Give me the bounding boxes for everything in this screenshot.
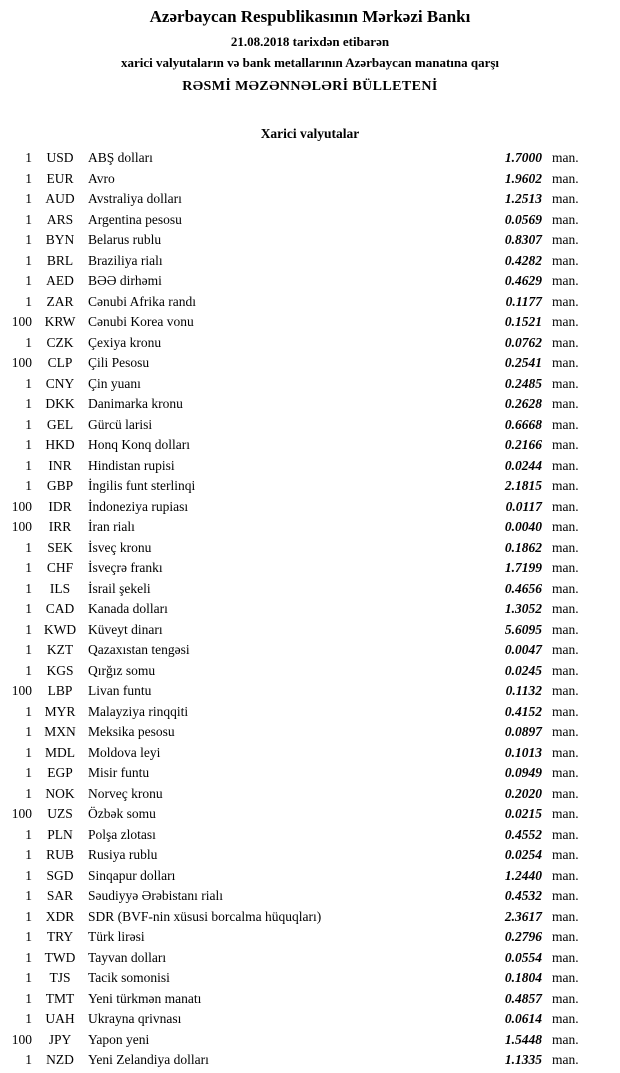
- currency-code: UZS: [47, 806, 73, 821]
- currency-name: Hindistan rupisi: [88, 457, 175, 473]
- currency-quantity: 1: [25, 662, 32, 678]
- rate-row: [0, 599, 620, 620]
- unit-label: man.: [552, 642, 579, 657]
- currency-code: KWD: [43, 621, 77, 637]
- rate-value: 1.5448: [504, 1031, 542, 1047]
- rate-value: 1.2440: [504, 867, 542, 883]
- currency-quantity: 1: [25, 170, 32, 186]
- currency-code: BYN: [45, 232, 75, 247]
- rate-value: 0.4656: [504, 580, 542, 596]
- rate-value: 0.0762: [504, 334, 542, 350]
- rate-value: 0.2628: [504, 396, 542, 411]
- currency-name: Argentina pesosu: [88, 211, 182, 227]
- currency-code: CLP: [47, 355, 73, 370]
- rate-value: 0.0245: [504, 662, 542, 678]
- rate-row: [0, 804, 620, 825]
- currency-name: Rusiya rublu: [88, 847, 158, 862]
- currency-quantity: 1: [25, 826, 32, 842]
- currency-code: CHF: [46, 560, 74, 575]
- currency-quantity: 1: [25, 929, 32, 944]
- currency-code: TMT: [45, 990, 75, 1006]
- currency-quantity: 1: [25, 744, 32, 760]
- currency-quantity: 100: [11, 683, 32, 698]
- rate-row: [0, 866, 620, 887]
- rate-value: 1.3052: [504, 601, 542, 616]
- rate-value: 1.7199: [504, 560, 542, 575]
- currency-name: Qırğız somu: [88, 662, 156, 678]
- currency-name: Avro: [88, 170, 115, 186]
- currency-code: MYR: [44, 703, 76, 719]
- currency-code: CNY: [45, 375, 75, 391]
- rate-row: [0, 989, 620, 1010]
- currency-name: İran rialı: [88, 519, 135, 534]
- currency-quantity: 1: [25, 293, 32, 309]
- unit-label: man.: [552, 703, 579, 719]
- currency-quantity: 1: [25, 252, 32, 268]
- currency-code: SAR: [46, 888, 74, 903]
- unit-label: man.: [552, 437, 579, 452]
- currency-code: XDR: [45, 908, 75, 924]
- rate-value: 0.1521: [504, 314, 542, 329]
- rate-row: [0, 538, 620, 559]
- currency-name: Türk lirəsi: [88, 929, 145, 944]
- currency-code: KGS: [46, 662, 74, 678]
- currency-name: Çin yuanı: [88, 375, 141, 391]
- currency-quantity: 1: [25, 621, 32, 637]
- unit-label: man.: [552, 1011, 579, 1026]
- currency-quantity: 1: [25, 211, 32, 227]
- currency-quantity: 100: [11, 355, 32, 370]
- currency-name: Gürcü larisi: [88, 416, 153, 432]
- currency-name: Danimarka kronu: [88, 396, 183, 411]
- rate-row: [0, 169, 620, 190]
- section-title-foreign-currencies: Xarici valyutalar: [260, 126, 360, 141]
- currency-name: Sinqapur dolları: [88, 867, 176, 883]
- currency-quantity: 100: [11, 519, 32, 534]
- rate-value: 0.1804: [504, 970, 542, 985]
- rate-value: 0.2541: [504, 355, 542, 370]
- currency-quantity: 1: [25, 990, 32, 1006]
- bulletin-title: RƏSMİ MƏZƏNNƏLƏRİ BÜLLETENİ: [182, 79, 438, 94]
- currency-quantity: 1: [25, 191, 32, 206]
- rates-table: [0, 148, 620, 1071]
- currency-quantity: 1: [25, 1052, 32, 1067]
- currency-name: Yapon yeni: [88, 1031, 150, 1047]
- currency-code: IRR: [48, 519, 72, 534]
- rate-row: [0, 456, 620, 477]
- currency-name: İsveç kronu: [88, 539, 152, 555]
- currency-quantity: 1: [25, 232, 32, 247]
- currency-quantity: 1: [25, 642, 32, 657]
- currency-name: Çexiya kronu: [88, 334, 162, 350]
- currency-code: RUB: [46, 847, 74, 862]
- currency-code: EGP: [47, 765, 73, 780]
- currency-code: KZT: [46, 642, 74, 657]
- unit-label: man.: [552, 662, 579, 678]
- unit-label: man.: [552, 683, 579, 698]
- currency-name: BƏƏ dirhəmi: [88, 273, 162, 288]
- rate-row: [0, 230, 620, 251]
- currency-quantity: 1: [25, 580, 32, 596]
- rate-value: 0.1132: [505, 683, 542, 698]
- rate-value: 0.0949: [504, 765, 542, 780]
- currency-name: Özbək somu: [88, 806, 156, 821]
- rate-row: [0, 620, 620, 641]
- rate-row: [0, 476, 620, 497]
- rate-row: [0, 210, 620, 231]
- rate-value: 0.2485: [504, 375, 542, 391]
- rate-value: 2.3617: [504, 908, 542, 924]
- rate-row: [0, 1030, 620, 1051]
- unit-label: man.: [552, 1052, 579, 1067]
- currency-code: HKD: [45, 437, 75, 452]
- currency-name: Küveyt dinarı: [88, 621, 163, 637]
- rate-value: 2.1815: [504, 478, 542, 493]
- rate-row: [0, 251, 620, 272]
- effective-date-line: 21.08.2018 tarixdən etibarən: [230, 34, 390, 49]
- unit-label: man.: [552, 478, 579, 493]
- rate-row: [0, 907, 620, 928]
- currency-code: PLN: [47, 826, 73, 842]
- currency-code: AUD: [45, 191, 75, 206]
- currency-code: TWD: [44, 949, 76, 965]
- unit-label: man.: [552, 806, 579, 821]
- unit-label: man.: [552, 498, 579, 514]
- currency-name: ABŞ dolları: [88, 150, 153, 165]
- currency-code: SEK: [47, 539, 73, 555]
- currency-quantity: 100: [11, 498, 32, 514]
- currency-quantity: 1: [25, 847, 32, 862]
- currency-code: SGD: [46, 867, 74, 883]
- rate-value: 0.0254: [504, 847, 542, 862]
- currency-code: TJS: [49, 970, 71, 985]
- unit-label: man.: [552, 314, 579, 329]
- currency-name: Cənubi Afrika randı: [88, 293, 196, 309]
- currency-name: Misir funtu: [88, 765, 150, 780]
- currency-code: ARS: [46, 211, 74, 227]
- rate-row: [0, 292, 620, 313]
- rate-row: [0, 312, 620, 333]
- rate-value: 0.0554: [504, 949, 542, 965]
- currency-quantity: 100: [11, 806, 32, 821]
- currency-quantity: 1: [25, 150, 32, 165]
- currency-name: Tayvan dolları: [88, 949, 167, 965]
- rate-value: 0.1013: [504, 744, 542, 760]
- rate-value: 1.7000: [504, 150, 542, 165]
- rate-row: [0, 579, 620, 600]
- unit-label: man.: [552, 396, 579, 411]
- currency-code: DKK: [45, 396, 75, 411]
- currency-code: BRL: [46, 252, 74, 268]
- unit-label: man.: [552, 519, 579, 534]
- rate-value: 1.2513: [504, 191, 542, 206]
- unit-label: man.: [552, 765, 579, 780]
- unit-label: man.: [552, 970, 579, 985]
- currency-name: Malayziya rinqqiti: [88, 703, 189, 719]
- rate-row: [0, 948, 620, 969]
- unit-label: man.: [552, 888, 579, 903]
- currency-name: Meksika pesosu: [88, 724, 175, 739]
- currency-quantity: 1: [25, 703, 32, 719]
- rate-value: 0.4857: [504, 990, 542, 1006]
- currency-code: MDL: [45, 744, 75, 760]
- unit-label: man.: [552, 621, 579, 637]
- currency-name: Livan funtu: [88, 683, 152, 698]
- currency-quantity: 1: [25, 478, 32, 493]
- unit-label: man.: [552, 232, 579, 247]
- unit-label: man.: [552, 211, 579, 227]
- currency-quantity: 1: [25, 273, 32, 288]
- rate-row: [0, 702, 620, 723]
- rate-row: [0, 148, 620, 169]
- currency-code: CAD: [45, 601, 75, 616]
- currency-code: LBP: [47, 683, 73, 698]
- currency-quantity: 1: [25, 375, 32, 391]
- rate-row: [0, 517, 620, 538]
- unit-label: man.: [552, 150, 579, 165]
- unit-label: man.: [552, 601, 579, 616]
- currency-code: ZAR: [46, 293, 74, 309]
- currency-name: İsveçrə frankı: [88, 560, 163, 575]
- rate-row: [0, 845, 620, 866]
- rate-value: 1.9602: [504, 170, 542, 186]
- currency-name: Səudiyyə Ərəbistanı rialı: [88, 888, 223, 903]
- currency-name: Tacik somonisi: [88, 970, 170, 985]
- currency-quantity: 1: [25, 396, 32, 411]
- unit-label: man.: [552, 744, 579, 760]
- currency-name: Cənubi Korea vonu: [88, 314, 194, 329]
- rate-row: [0, 927, 620, 948]
- unit-label: man.: [552, 847, 579, 862]
- currency-name: Kanada dolları: [88, 601, 168, 616]
- currency-name: İndoneziya rupiası: [88, 498, 189, 514]
- rate-value: 0.2020: [504, 785, 542, 801]
- currency-name: Ukrayna qrivnası: [88, 1011, 182, 1026]
- currency-name: Yeni türkmən manatı: [88, 990, 202, 1006]
- currency-code: JPY: [48, 1031, 72, 1047]
- rate-value: 1.1335: [504, 1052, 542, 1067]
- currency-quantity: 1: [25, 949, 32, 965]
- rate-row: [0, 333, 620, 354]
- rate-row: [0, 661, 620, 682]
- currency-code: EUR: [46, 170, 74, 186]
- currency-name: Qazaxıstan tengəsi: [88, 642, 190, 657]
- unit-label: man.: [552, 355, 579, 370]
- rate-row: [0, 743, 620, 764]
- rate-value: 0.4152: [504, 703, 542, 719]
- currency-name: Çili Pesosu: [88, 355, 150, 370]
- currency-quantity: 100: [11, 1031, 32, 1047]
- rate-value: 0.0897: [504, 724, 542, 739]
- unit-label: man.: [552, 293, 579, 309]
- currency-code: KRW: [44, 314, 76, 329]
- currency-quantity: 1: [25, 1011, 32, 1026]
- currency-quantity: 1: [25, 539, 32, 555]
- unit-label: man.: [552, 949, 579, 965]
- rate-row: [0, 886, 620, 907]
- rate-row: [0, 1050, 620, 1071]
- rate-row: [0, 640, 620, 661]
- rate-row: [0, 825, 620, 846]
- currency-code: GEL: [46, 416, 74, 432]
- unit-label: man.: [552, 990, 579, 1006]
- unit-label: man.: [552, 334, 579, 350]
- currency-code: MXN: [44, 724, 76, 739]
- currency-name: Avstraliya dolları: [88, 191, 182, 206]
- currency-quantity: 1: [25, 457, 32, 473]
- rate-value: 0.4532: [504, 888, 542, 903]
- unit-label: man.: [552, 560, 579, 575]
- currency-code: TRY: [46, 929, 74, 944]
- rate-row: [0, 353, 620, 374]
- currency-quantity: 100: [11, 314, 32, 329]
- rate-row: [0, 415, 620, 436]
- rate-row: [0, 394, 620, 415]
- currency-name: Norveç kronu: [88, 785, 163, 801]
- rate-row: [0, 189, 620, 210]
- currency-quantity: 1: [25, 437, 32, 452]
- rate-value: 0.8307: [504, 232, 542, 247]
- rate-value: 0.1862: [504, 539, 542, 555]
- currency-code: IDR: [48, 498, 72, 514]
- currency-quantity: 1: [25, 334, 32, 350]
- currency-code: USD: [46, 150, 74, 165]
- unit-label: man.: [552, 457, 579, 473]
- rate-row: [0, 435, 620, 456]
- currency-code: NZD: [46, 1052, 74, 1067]
- currency-name: Polşa zlotası: [88, 826, 156, 842]
- currency-quantity: 1: [25, 416, 32, 432]
- rate-value: 5.6095: [504, 621, 542, 637]
- currency-name: Yeni Zelandiya dolları: [88, 1052, 209, 1067]
- rate-row: [0, 1009, 620, 1030]
- currency-code: CZK: [46, 334, 74, 350]
- currency-name: İsrail şekeli: [88, 580, 151, 596]
- currency-quantity: 1: [25, 601, 32, 616]
- currency-code: NOK: [45, 785, 75, 801]
- bank-name: Azərbaycan Respublikasının Mərkəzi Bankı: [149, 7, 471, 26]
- unit-label: man.: [552, 724, 579, 739]
- rate-row: [0, 497, 620, 518]
- unit-label: man.: [552, 1031, 579, 1047]
- currency-code: UAH: [45, 1011, 75, 1026]
- currency-quantity: 1: [25, 765, 32, 780]
- currency-name: İngilis funt sterlinqi: [88, 478, 196, 493]
- currency-code: GBP: [46, 478, 74, 493]
- currency-name: Braziliya rialı: [88, 252, 163, 268]
- rate-row: [0, 763, 620, 784]
- currency-quantity: 1: [25, 785, 32, 801]
- rate-value: 0.4552: [504, 826, 542, 842]
- bulletin-subtitle: xarici valyutaların və bank metallarının Azərbaycan manatına qarşı: [120, 55, 500, 70]
- rate-value: 0.2796: [504, 929, 542, 944]
- currency-name: Belarus rublu: [88, 232, 162, 247]
- unit-label: man.: [552, 252, 579, 268]
- rate-row: [0, 681, 620, 702]
- rate-value: 0.0569: [504, 211, 542, 227]
- unit-label: man.: [552, 416, 579, 432]
- rate-value: 0.0614: [504, 1011, 542, 1026]
- rate-value: 0.4629: [504, 273, 542, 288]
- currency-quantity: 1: [25, 724, 32, 739]
- unit-label: man.: [552, 867, 579, 883]
- rate-row: [0, 722, 620, 743]
- rate-value: 0.4282: [504, 252, 542, 268]
- rate-value: 0.6668: [504, 416, 542, 432]
- currency-code: INR: [48, 457, 72, 473]
- rate-value: 0.0040: [504, 519, 542, 534]
- unit-label: man.: [552, 273, 579, 288]
- rate-row: [0, 271, 620, 292]
- rate-row: [0, 784, 620, 805]
- rate-value: 0.1177: [505, 293, 542, 309]
- rate-value: 0.0244: [504, 457, 542, 473]
- currency-quantity: 1: [25, 888, 32, 903]
- currency-code: AED: [46, 273, 74, 288]
- currency-code: ILS: [49, 580, 71, 596]
- unit-label: man.: [552, 826, 579, 842]
- unit-label: man.: [552, 539, 579, 555]
- unit-label: man.: [552, 375, 579, 391]
- currency-name: Honq Konq dolları: [88, 437, 190, 452]
- unit-label: man.: [552, 191, 579, 206]
- currency-quantity: 1: [25, 560, 32, 575]
- unit-label: man.: [552, 929, 579, 944]
- unit-label: man.: [552, 908, 579, 924]
- rate-value: 0.2166: [504, 437, 542, 452]
- unit-label: man.: [552, 170, 579, 186]
- rate-row: [0, 558, 620, 579]
- currency-quantity: 1: [25, 867, 32, 883]
- rate-value: 0.0215: [504, 806, 542, 821]
- currency-quantity: 1: [25, 970, 32, 985]
- unit-label: man.: [552, 580, 579, 596]
- rate-row: [0, 374, 620, 395]
- rate-value: 0.0047: [504, 642, 542, 657]
- rate-value: 0.0117: [505, 498, 542, 514]
- rate-row: [0, 968, 620, 989]
- currency-quantity: 1: [25, 908, 32, 924]
- currency-name: SDR (BVF-nin xüsusi borcalma hüquqları): [88, 908, 322, 924]
- unit-label: man.: [552, 785, 579, 801]
- currency-name: Moldova leyi: [88, 744, 161, 760]
